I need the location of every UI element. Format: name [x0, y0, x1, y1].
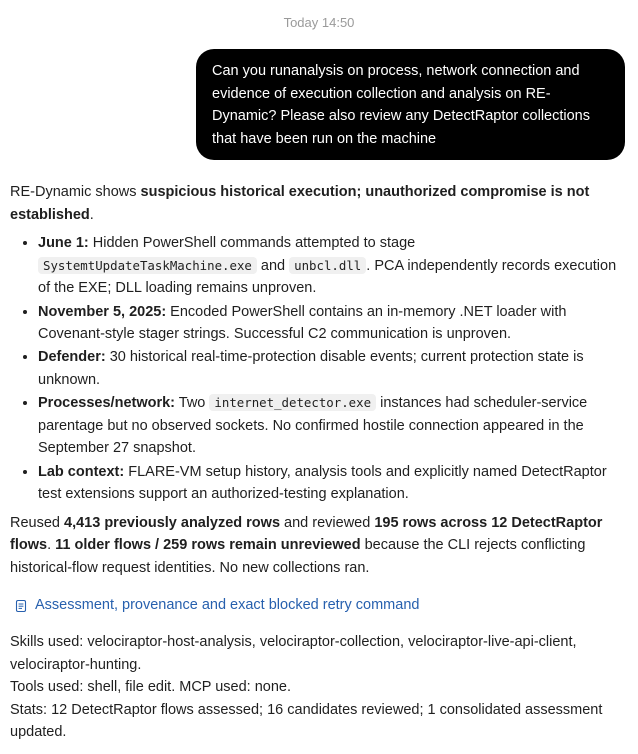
- tools-used: Tools used: shell, file edit. MCP used: none.: [10, 679, 292, 696]
- finding-text: Encoded PowerShell contains an in-memory .NET loader with Covenant-style stager strings. Successful C2 communication is unproven.: [38, 303, 567, 343]
- finding-lab-context: [38, 461, 622, 506]
- user-message-text: Can you runanalysis on process, network connection and evidence of execution collection and analysis on RE-Dynamic? Please also review any DetectRaptor collections that have been run on the machine: [212, 63, 590, 147]
- summary-bold: suspicious historical execution; unauthorized compromise is not established: [10, 184, 590, 223]
- reuse-bold: 195 rows across 12 DetectRaptor flows: [10, 514, 603, 554]
- finding-text: Two: [175, 395, 210, 412]
- document-icon: [14, 599, 28, 613]
- reuse-text: Reused: [10, 514, 65, 531]
- finding-text: FLARE-VM setup history, analysis tools and explicitly named DetectRaptor test extensions support an authorized-testing explanation.: [38, 463, 607, 503]
- summary-lead: RE-Dynamic shows: [10, 184, 141, 200]
- finding-june-1: [38, 232, 622, 300]
- assessment-link[interactable]: [10, 594, 622, 617]
- assistant-response: [10, 181, 622, 744]
- finding-defender: [38, 346, 622, 391]
- inline-code-filename: internet_detector.exe: [209, 394, 376, 411]
- reuse-text: because the CLI rejects conflicting historical-flow request identities. No new collections ran.: [10, 537, 586, 576]
- reuse-bold: 4,413 previously analyzed rows: [64, 514, 281, 531]
- finding-label: June 1:: [38, 235, 89, 252]
- inline-code-filename: SystemtUpdateTaskMachine.exe: [38, 257, 257, 274]
- reuse-bold: 11 older flows / 259 rows remain unreviewed: [55, 537, 361, 554]
- finding-november-5: [38, 301, 622, 346]
- user-message-bubble: [196, 49, 625, 160]
- message-timestamp: Today 14:50: [283, 15, 355, 30]
- finding-label: November 5, 2025:: [38, 303, 167, 320]
- findings-list: [10, 232, 622, 506]
- skills-used: Skills used: velociraptor-host-analysis, velociraptor-collection, velociraptor-live-api-client, velociraptor-hunting.: [10, 634, 577, 673]
- finding-label: Processes/network:: [38, 395, 176, 412]
- reuse-summary: [10, 512, 622, 580]
- finding-text: and: [256, 257, 290, 274]
- assessment-link-label[interactable]: Assessment, provenance and exact blocked retry command: [35, 597, 420, 614]
- reuse-text: and reviewed: [280, 514, 375, 531]
- response-summary: [10, 181, 622, 226]
- finding-text: . PCA independently records execution of the EXE; DLL loading remains unproven.: [38, 257, 617, 297]
- finding-label: Lab context:: [38, 463, 125, 480]
- summary-tail: .: [89, 206, 94, 223]
- finding-text: instances had scheduler-service parentage but no observed sockets. No confirmed hostile connection appeared in the September 27 snapshot.: [38, 395, 588, 457]
- finding-text: Hidden PowerShell commands attempted to stage: [88, 235, 416, 252]
- stats-line: Stats: 12 DetectRaptor flows assessed; 16 candidates reviewed; 1 consolidated assessment updated.: [10, 701, 603, 741]
- finding-text: 30 historical real-time-protection disable events; current protection state is unknown.: [38, 349, 584, 388]
- reuse-text: .: [47, 537, 56, 554]
- inline-code-filename: unbcl.dll: [289, 257, 366, 274]
- finding-processes-network: [38, 392, 622, 460]
- finding-label: Defender:: [38, 349, 106, 366]
